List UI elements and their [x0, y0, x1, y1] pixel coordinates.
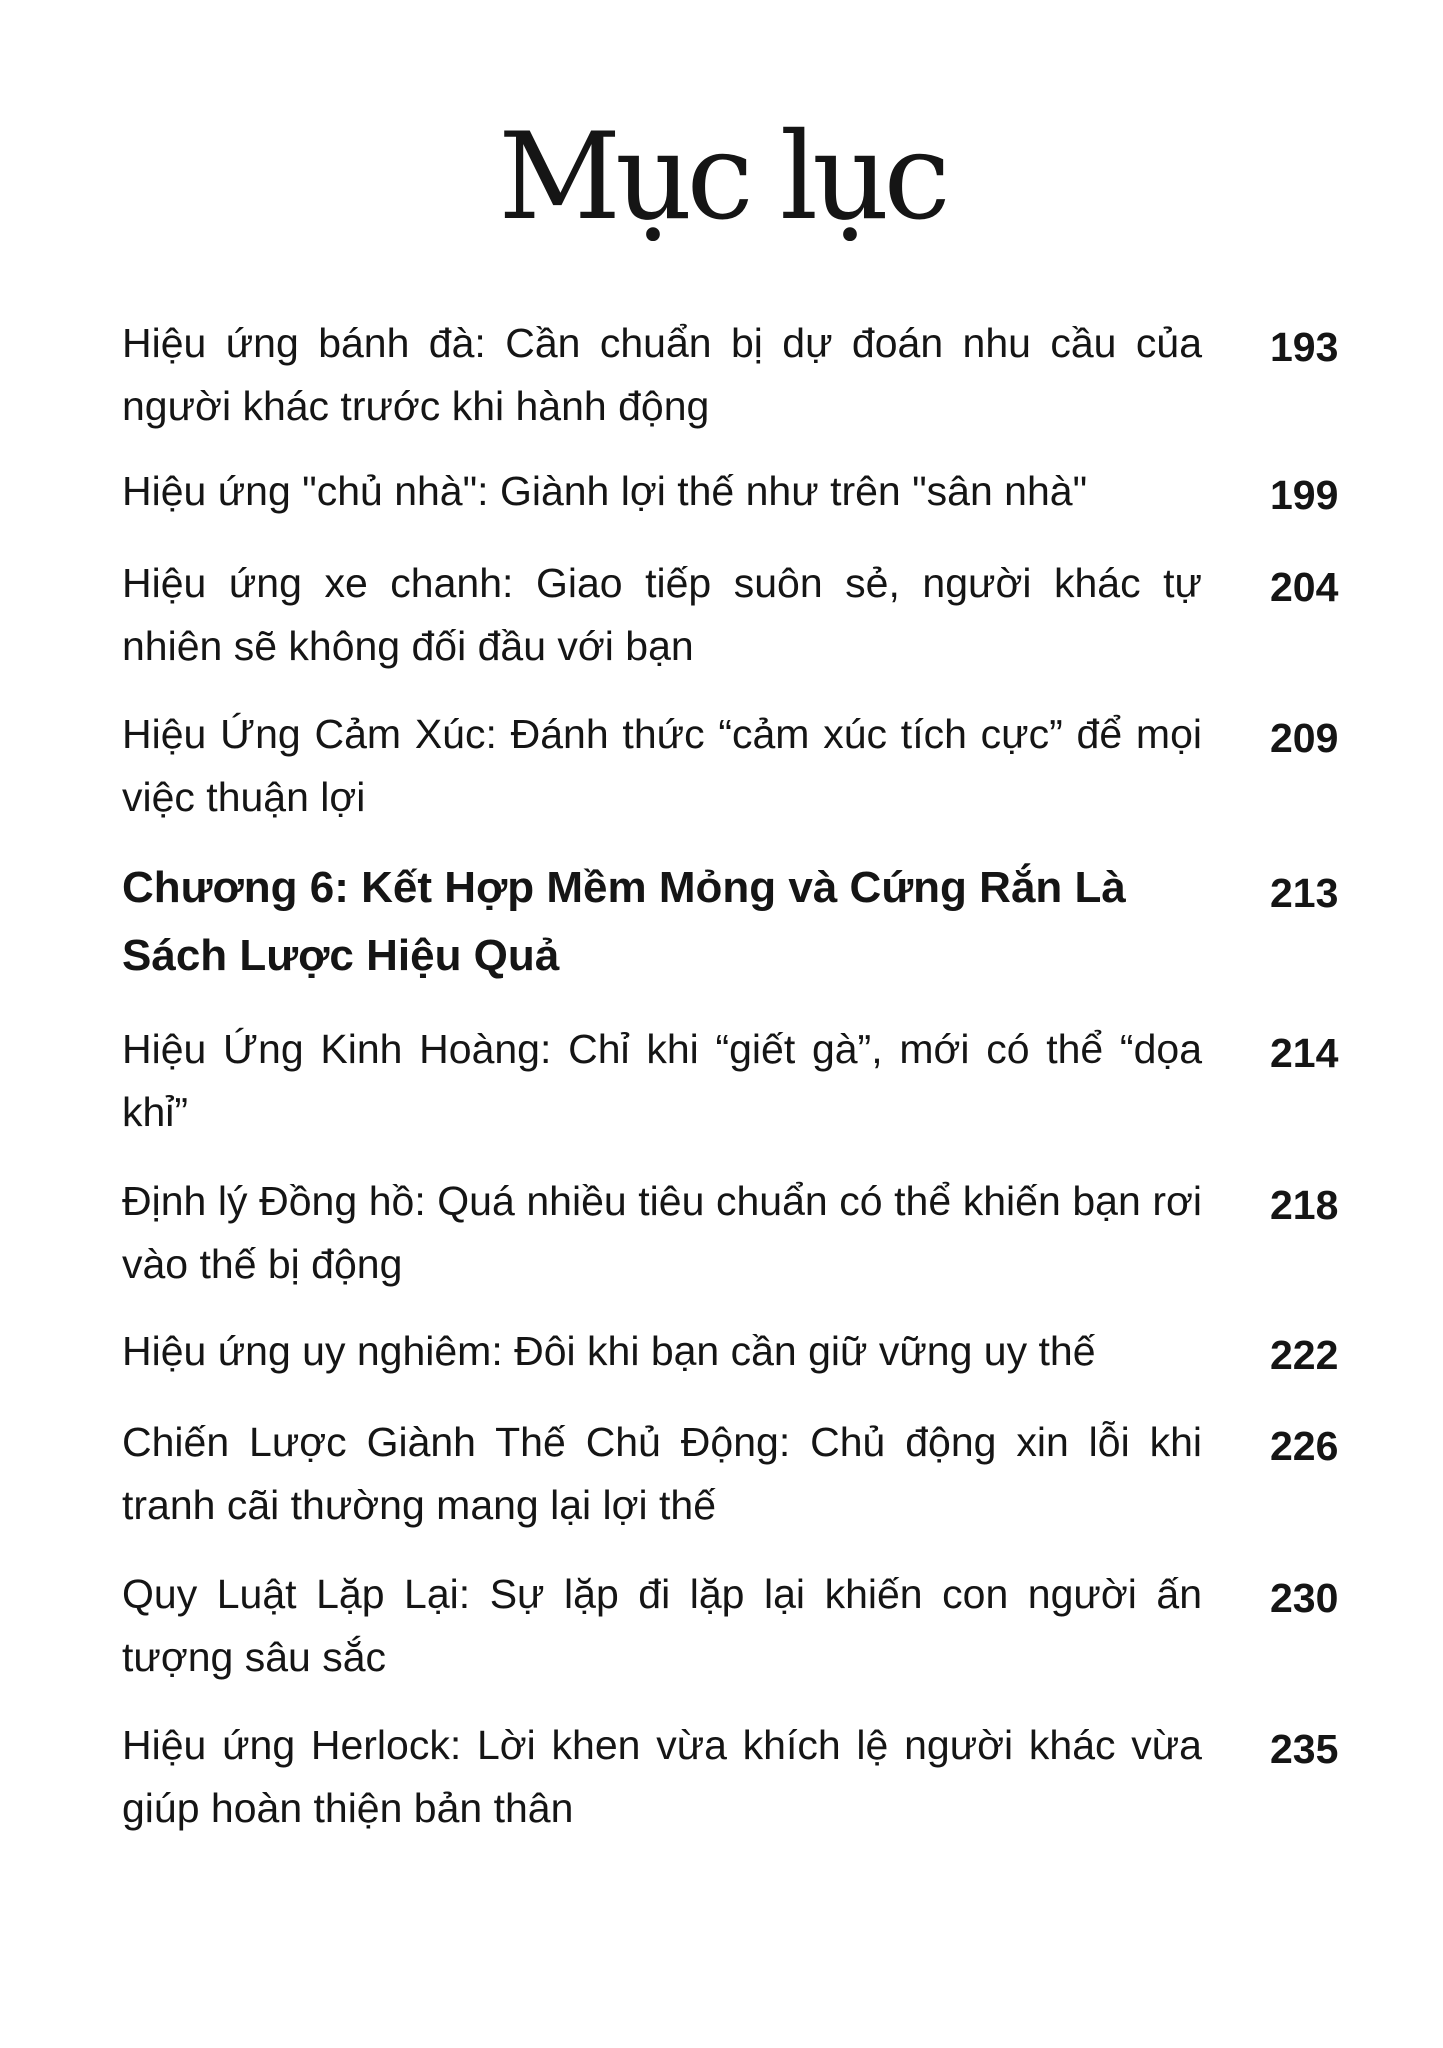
toc-entry-page: 204: [1270, 564, 1339, 610]
page-title: Mục lục: [498, 108, 945, 247]
toc-entry-title: Hiệu Ứng Kinh Hoàng: Chỉ khi “giết gà”, mới có thể “dọa khỉ”: [122, 1026, 1202, 1135]
toc-entry-title: Hiệu ứng "chủ nhà": Giành lợi thế như trên "sân nhà": [122, 468, 1088, 514]
toc-entry-page: 235: [1270, 1726, 1339, 1772]
toc-entry-title: Hiệu ứng uy nghiêm: Đôi khi bạn cần giữ vững uy thế: [122, 1328, 1096, 1374]
chapter-page: 213: [1270, 870, 1339, 916]
toc-entry-page: 199: [1270, 472, 1339, 518]
toc-entry-title: Quy Luật Lặp Lại: Sự lặp đi lặp lại khiến con người ấn tượng sâu sắc: [122, 1571, 1202, 1680]
toc-entry-title: Hiệu ứng xe chanh: Giao tiếp suôn sẻ, người khác tự nhiên sẽ không đối đầu với bạn: [122, 560, 1202, 669]
chapter-title: Chương 6: Kết Hợp Mềm Mỏng và Cứng Rắn Là Sách Lược Hiệu Quả: [122, 863, 1126, 980]
toc-entry-title: Hiệu Ứng Cảm Xúc: Đánh thức “cảm xúc tích cực” để mọi việc thuận lợi: [122, 711, 1202, 820]
toc-entry-title: Hiệu ứng Herlock: Lời khen vừa khích lệ người khác vừa giúp hoàn thiện bản thân: [122, 1722, 1202, 1831]
toc-entry-page: 226: [1270, 1423, 1339, 1469]
toc-entry-page: 230: [1270, 1575, 1339, 1621]
toc-entry-page: 193: [1270, 324, 1339, 370]
toc-entry-title: Chiến Lược Giành Thế Chủ Động: Chủ động xin lỗi khi tranh cãi thường mang lại lợi thế: [122, 1419, 1202, 1528]
toc-entry-title: Hiệu ứng bánh đà: Cần chuẩn bị dự đoán nhu cầu của người khác trước khi hành động: [122, 320, 1202, 429]
toc-entry-title: Định lý Đồng hồ: Quá nhiều tiêu chuẩn có thể khiến bạn rơi vào thế bị động: [122, 1178, 1202, 1287]
toc-entry-page: 209: [1270, 715, 1339, 761]
toc-entry-page: 222: [1270, 1332, 1339, 1378]
toc-entry-page: 214: [1270, 1030, 1339, 1076]
toc-entry-page: 218: [1270, 1182, 1339, 1228]
